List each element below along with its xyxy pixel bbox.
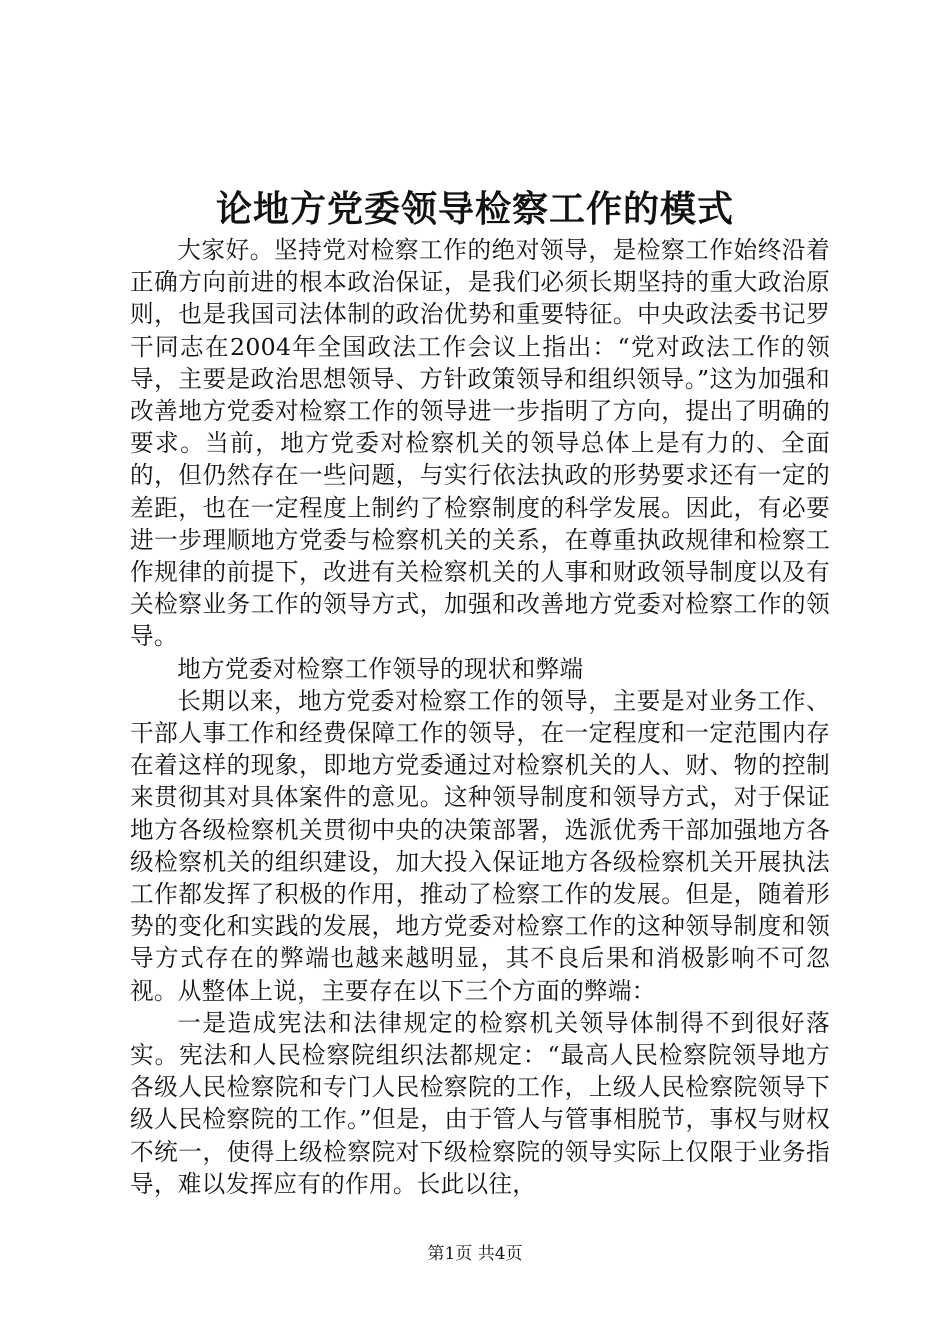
page-number-footer: 第1页 共4页 bbox=[427, 1244, 523, 1264]
document-body bbox=[130, 234, 830, 1200]
section-heading: 地方党委对检察工作领导的现状和弊端 bbox=[177, 654, 584, 683]
document-title: 论地方党委领导检察工作的模式 bbox=[215, 188, 734, 230]
paragraph-current-status: 长期以来，地方党委对检察工作的领导，主要是对业务工作、干部人事工作和经费保障工作的领导，在一定程度和一定范围内存在着这样的现象，即地方党委通过对检察机关的人、财、物的控制来贯彻其对具体案件的意见。这种领导制度和领导方式，对于保证地方各级检察机关贯彻中央的决策部署，选派优秀干部加强地方各级检察机关的组织建设，加大投入保证地方各级检察机关开展执法工作都发挥了积极的作用，推动了检察工作的发展。但是，随着形势的变化和实践的发展，地方党委对检察工作的这种领导制度和领导方式存在的弊端也越来越明显，其不良后果和消极影响不可忽视。从整体上说，主要存在以下三个方面的弊端： bbox=[130, 686, 830, 1005]
paragraph-intro: 大家好。坚持党对检察工作的绝对领导，是检察工作始终沿着正确方向前进的根本政治保证，是我们必须长期坚持的重大政治原则，也是我国司法体制的政治优势和重要特征。中央政法委书记罗干同志在2004年全国政法工作会议上指出：“党对政法工作的领导，主要是政治思想领导、方针政策领导和组织领导。”这为加强和改善地方党委对检察工作的领导进一步指明了方向，提出了明确的要求。当前，地方党委对检察机关的领导总体上是有力的、全面的，但仍然存在一些问题，与实行依法执政的形势要求还有一定的差距，也在一定程度上制约了检察制度的科学发展。因此，有必要进一步理顺地方党委与检察机关的关系，在尊重执政规律和检察工作规律的前提下，改进有关检察机关的人事和财政领导制度以及有关检察业务工作的领导方式，加强和改善地方党委对检察工作的领导。 bbox=[130, 236, 830, 651]
paragraph-first-drawback: 一是造成宪法和法律规定的检察机关领导体制得不到很好落实。宪法和人民检察院组织法都规定：“最高人民检察院领导地方各级人民检察院和专门人民检察院的工作，上级人民检察院领导下级人民检察院的工作。”但是，由于管人与管事相脱节，事权与财权不统一，使得上级检察院对下级检察院的领导实际上仅限于业务指导，难以发挥应有的作用。长此以往， bbox=[130, 1008, 830, 1198]
